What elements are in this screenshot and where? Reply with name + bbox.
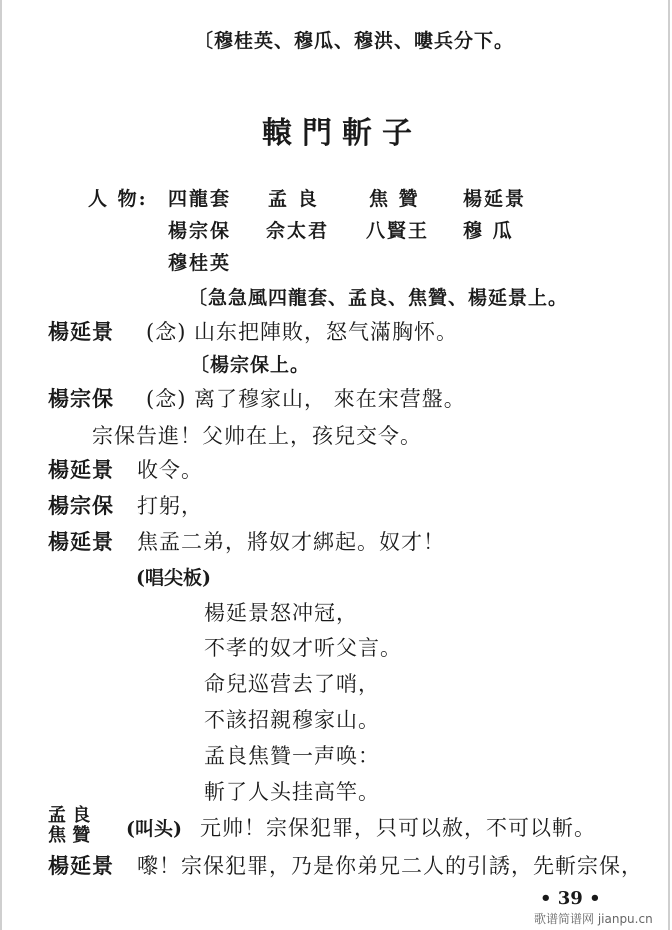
speaker-name: 孟 良 (48, 805, 91, 826)
watermark: 歌谱简谱网 jianpu.cn (534, 912, 653, 926)
dialogue-text: 收令。 (137, 458, 203, 482)
dialogue-text: 焦孟二弟，將奴才綁起。奴才！ (137, 530, 445, 554)
song-line: 不孝的奴才听父言。 (204, 636, 402, 660)
cast-name: 四龍套 (168, 188, 232, 210)
song-line: 命兒巡营去了哨， (204, 672, 380, 696)
speaker-name: 楊延景 (48, 319, 114, 344)
song-line: 孟良焦贊一声唤： (204, 744, 380, 768)
song-line: 斬了人头挂高竿。 (204, 780, 380, 804)
cast-name: 八賢王 (366, 220, 430, 242)
dialogue-text: 打躬， (137, 494, 203, 518)
speech-cue: (叫头) (126, 818, 182, 840)
speaker-name: 楊延景 (48, 529, 114, 554)
dialogue-text: 嚟！宗保犯罪，乃是你弟兄二人的引誘，先斬宗保， (137, 854, 643, 878)
stage-direction: 〔楊宗保上。 (190, 354, 311, 376)
cast-name: 焦 贊 (369, 188, 420, 210)
cast-name: 孟 良 (268, 188, 319, 210)
top-stage-direction: 〔穆桂英、穆瓜、穆洪、嘍兵分下。 (194, 30, 515, 52)
song-line: 楊延景怒冲冠， (204, 601, 358, 625)
page-number: • 39 • (540, 888, 601, 909)
cast-name: 楊延景 (463, 188, 527, 210)
left-scan-edge (0, 0, 2, 930)
speaker-name: 楊宗保 (48, 493, 114, 518)
song-line: 不該招親穆家山。 (204, 708, 380, 732)
dialogue-text: 元帅！宗保犯罪，只可以赦，不可以斬。 (200, 816, 596, 840)
speaker-name: 楊宗保 (48, 386, 114, 411)
tune-indication: (唱尖板) (136, 567, 211, 589)
dialogue-text: (念) 山东把陣敗，怒气滿胸怀。 (146, 320, 459, 344)
cast-name: 佘太君 (266, 220, 330, 242)
right-scan-edge (668, 0, 670, 930)
cast-name: 楊宗保 (168, 220, 232, 242)
cast-name: 穆桂英 (168, 252, 232, 274)
play-title: 轅門斬子 (262, 116, 422, 151)
cast-label: 人 物: (88, 188, 148, 210)
joint-speakers (48, 806, 90, 846)
speaker-name: 楊延景 (48, 457, 114, 482)
dialogue-text: (念) 离了穆家山， 來在宋营盤。 (146, 387, 466, 411)
speaker-name: 焦 贊 (48, 825, 91, 846)
speaker-name: 楊延景 (48, 853, 114, 878)
stage-direction: 〔急急風四龍套、孟良、焦贊、楊延景上。 (188, 287, 569, 309)
dialogue-continuation: 宗保告進！父帅在上，孩兒交令。 (92, 424, 422, 448)
cast-name: 穆 瓜 (463, 220, 514, 242)
